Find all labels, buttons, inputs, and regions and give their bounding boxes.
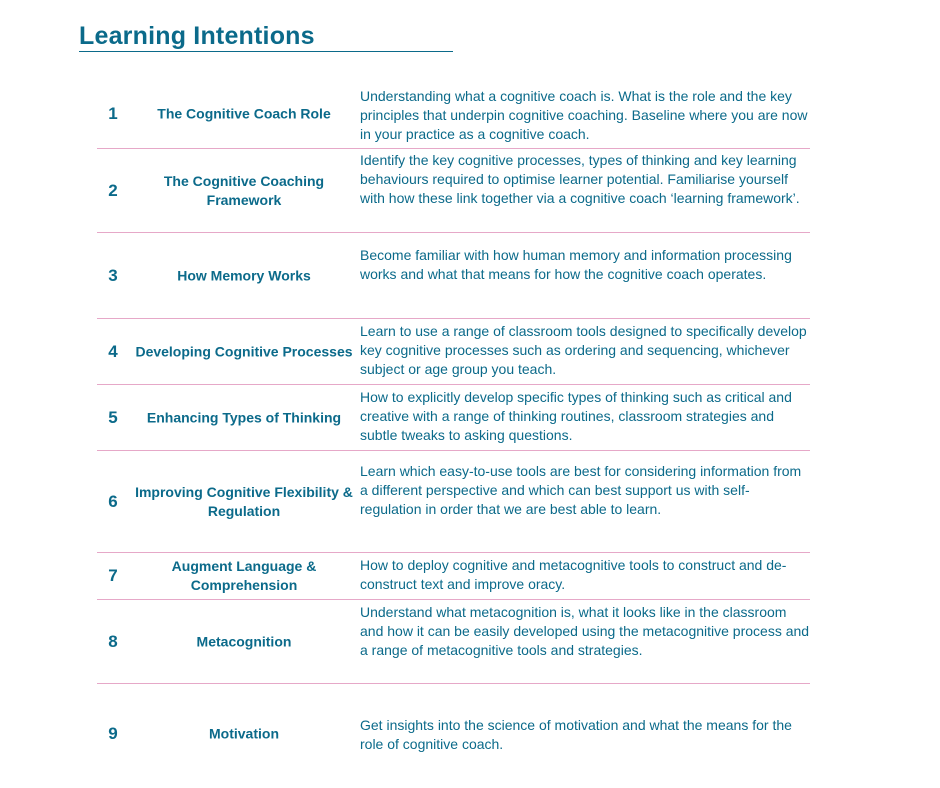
intention-name: Augment Language & Comprehension xyxy=(171,558,317,593)
intention-row xyxy=(97,149,810,233)
intention-name: Developing Cognitive Processes xyxy=(135,343,353,359)
intention-description: Understanding what a cognitive coach is. What is the role and the key principles that underpin cognitive coaching. Baseline where you are now in your practice as a cognitive coach. xyxy=(360,88,808,142)
intention-name: Improving Cognitive Flexibility & Regulation xyxy=(135,483,353,519)
intention-row xyxy=(97,600,810,684)
intention-description: Understand what metacognition is, what it looks like in the classroom and how it can be easily developed using the metacognitive process and a range of metacognitive tools and strategies. xyxy=(360,604,810,658)
intention-name: Enhancing Types of Thinking xyxy=(146,409,342,425)
intention-number: 5 xyxy=(108,407,118,427)
intention-number: 2 xyxy=(108,180,118,200)
intention-number: 7 xyxy=(108,566,118,585)
page-title: Learning Intentions xyxy=(79,22,315,50)
intention-description: Identify the key cognitive processes, types of thinking and key learning behaviours required to optimise learner potential. Familiarise yourself with how these link together via a cognitive coach ‘learning framework’. xyxy=(360,152,800,206)
intention-name: The Cognitive Coaching Framework xyxy=(163,172,325,208)
intention-row xyxy=(97,319,810,385)
intention-row xyxy=(97,451,810,553)
intention-number: 4 xyxy=(108,341,118,361)
intention-description: How to deploy cognitive and metacognitive tools to construct and de-construct text and improve oracy. xyxy=(360,557,787,592)
intention-description: How to explicitly develop specific types of thinking such as critical and creative with a range of thinking routines, classroom strategies and subtle tweaks to asking questions. xyxy=(360,389,792,443)
intention-name: Motivation xyxy=(209,725,279,742)
intention-row xyxy=(97,80,810,149)
intention-row xyxy=(97,684,810,784)
intention-description: Get insights into the science of motivation and what the means for the role of cognitive coach. xyxy=(360,717,792,752)
intention-row xyxy=(97,553,810,600)
intention-name: Metacognition xyxy=(196,633,292,649)
intention-row xyxy=(97,233,810,319)
intention-description: Learn which easy-to-use tools are best for considering information from a different perspective and which can best support us with self-regulation in order that we are best able to learn. xyxy=(360,463,802,517)
title-underline xyxy=(79,51,453,52)
intention-number: 3 xyxy=(108,265,118,285)
intention-description: Learn to use a range of classroom tools designed to specifically develop key cognitive processes such as ordering and sequencing, whichever subject or age group you teach. xyxy=(360,323,807,377)
intention-name: The Cognitive Coach Role xyxy=(157,105,331,122)
intention-description: Become familiar with how human memory and information processing works and what that means for how the cognitive coach operates. xyxy=(360,247,792,282)
intention-number: 1 xyxy=(108,104,118,123)
intention-number: 9 xyxy=(108,724,118,743)
intention-number: 6 xyxy=(108,491,118,511)
intention-row xyxy=(97,385,810,451)
intention-number: 8 xyxy=(108,631,118,651)
intention-name: How Memory Works xyxy=(177,267,311,283)
